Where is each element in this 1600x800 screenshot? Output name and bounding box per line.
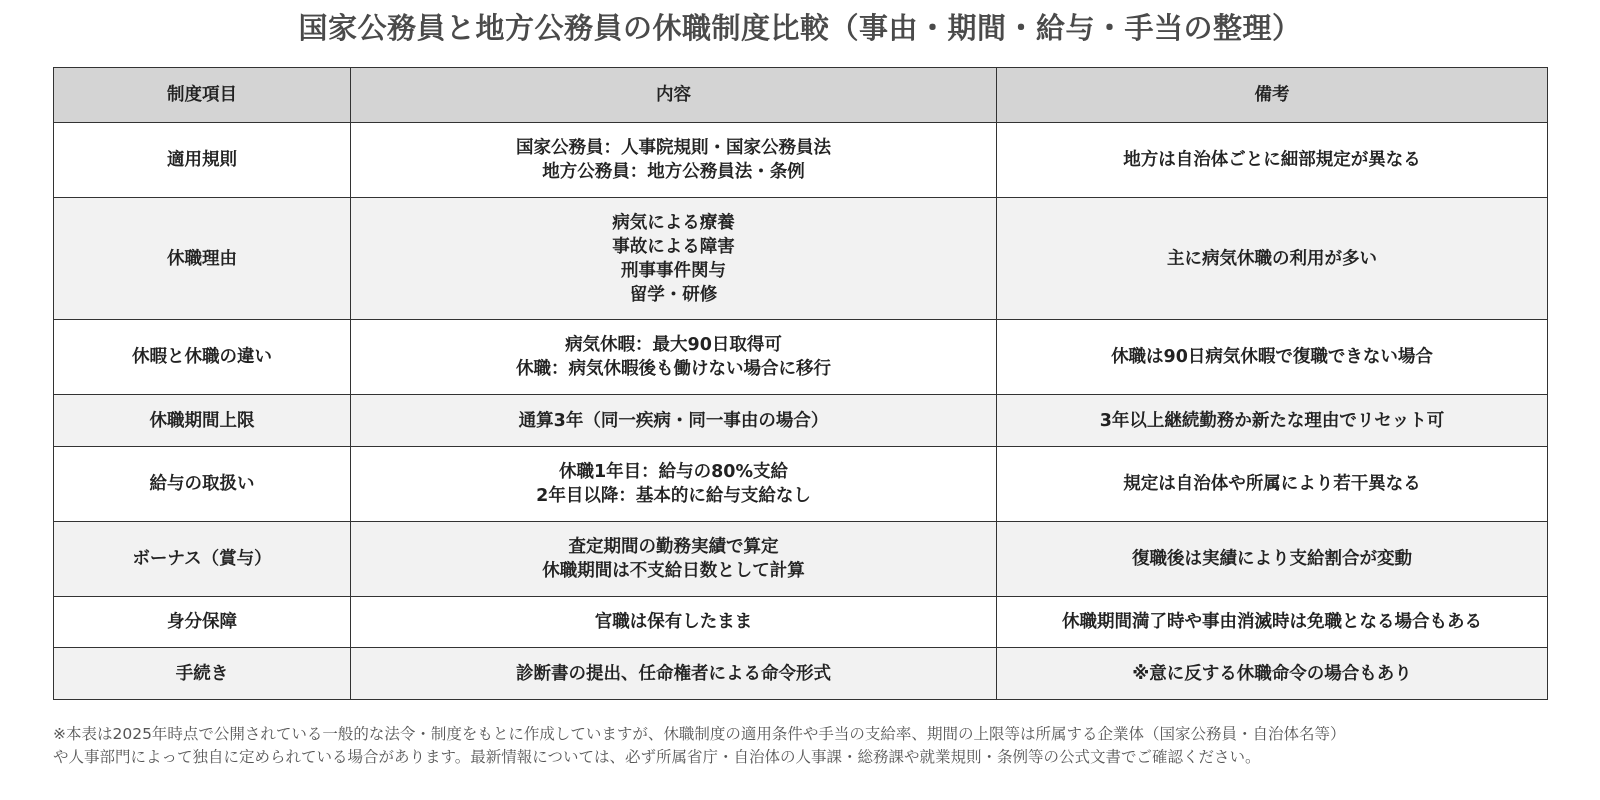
cell-content: 病気休暇：最大90日取得可 休職：病気休暇後も働けない場合に移行 [351,320,997,395]
cell-content: 国家公務員：人事院規則・国家公務員法 地方公務員：地方公務員法・条例 [351,123,997,198]
cell-note: 3年以上継続勤務か新たな理由でリセット可 [997,395,1548,447]
cell-content: 診断書の提出、任命権者による命令形式 [351,648,997,700]
table-row [54,320,1548,395]
table-row [54,198,1548,320]
page-title: 国家公務員と地方公務員の休職制度比較（事由・期間・給与・手当の整理） [298,11,1302,45]
column-header-content: 内容 [351,68,997,123]
cell-item: 休職期間上限 [54,395,351,447]
table-row [54,123,1548,198]
table-row [54,447,1548,522]
table-row [54,395,1548,447]
cell-note: 規定は自治体や所属により若干異なる [997,447,1548,522]
column-header-note: 備考 [997,68,1548,123]
cell-content: 病気による療養 事故による障害 刑事事件関与 留学・研修 [351,198,997,320]
cell-item: 給与の取扱い [54,447,351,522]
table-row [54,522,1548,597]
table-header-row [54,68,1548,123]
footnote-line: ※本表は2025年時点で公開されている一般的な法令・制度をもとに作成していますが、休職制度の適用条件や手当の支給率、期間の上限等は所属する企業体（国家公務員・自治体名等） [53,725,1346,743]
cell-item: 手続き [54,648,351,700]
cell-item: ボーナス（賞与） [54,522,351,597]
cell-note: 主に病気休職の利用が多い [997,198,1548,320]
cell-item: 休職理由 [54,198,351,320]
cell-item: 身分保障 [54,597,351,648]
cell-item: 適用規則 [54,123,351,198]
comparison-table [53,67,1548,700]
cell-note: 復職後は実績により支給割合が変動 [997,522,1548,597]
cell-content: 通算3年（同一疾病・同一事由の場合） [351,395,997,447]
cell-note: 地方は自治体ごとに細部規定が異なる [997,123,1548,198]
cell-note: ※意に反する休職命令の場合もあり [997,648,1548,700]
disclaimer-footnote [53,723,1563,769]
footnote-line: や人事部門によって独自に定められている場合があります。最新情報については、必ず所属省庁・自治体の人事課・総務課や就業規則・条例等の公式文書でご確認ください。 [53,748,1261,766]
cell-note: 休職は90日病気休暇で復職できない場合 [997,320,1548,395]
cell-item: 休暇と休職の違い [54,320,351,395]
cell-content: 査定期間の勤務実績で算定 休職期間は不支給日数として計算 [351,522,997,597]
table-row [54,648,1548,700]
cell-content: 休職1年目：給与の80%支給 2年目以降：基本的に給与支給なし [351,447,997,522]
cell-note: 休職期間満了時や事由消滅時は免職となる場合もある [997,597,1548,648]
cell-content: 官職は保有したまま [351,597,997,648]
column-header-item: 制度項目 [54,68,351,123]
table-row [54,597,1548,648]
